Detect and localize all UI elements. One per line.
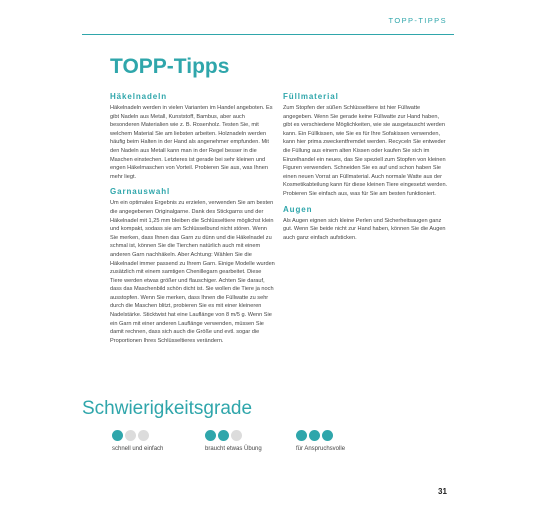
difficulty-label: schnell und einfach (112, 446, 164, 452)
running-header-label: TOPP-TIPPS (388, 16, 447, 25)
difficulty-dot-filled (112, 430, 123, 441)
difficulty-level-hard (296, 430, 345, 452)
difficulty-dots (205, 430, 262, 442)
page-title: TOPP-Tipps (110, 55, 230, 78)
section-text-fuellmaterial: Zum Stopfen der süßen Schlüsseltiere ist hier Füllwatte angegeben. Wenn Sie gerade keine Füllwatte zur Hand haben, gibt es verschiedene Möglichkeiten, wie sie ausgetauscht werden kann. Ein Füllkissen, wie Sie es für Ihre Sofakissen verwenden, kann hier prima zweckentfremdet werden. Recyceln Sie entweder die Füllung aus einem alten Kissen oder kaufen Sie sich im Einzelhandel ein neues, das Sie speziell zum Stopfen von kleinen Figuren verwenden. Schneiden Sie es auf und schon haben Sie einen neuen Vorrat an Füllmaterial. Auch normale Watte aus der Kosmetikabteilung kann für diese kleinen Tiere eingesetzt werden. Probieren Sie einfach aus, was für Sie am besten funktioniert. (283, 105, 448, 197)
text-column-right (283, 92, 448, 248)
difficulty-dot-filled (205, 430, 216, 441)
section-heading-augen: Augen (283, 204, 313, 214)
section-text-garnauswahl: Um ein optimales Ergebnis zu erzielen, verwenden Sie am besten die angegebenen Originalgarne. Dank des Stickgarns und der Häkelnadel mit 1,25 mm bleiben die Schlüsseltiere möglichst klein und kompakt, sodass sie am Schlüsselbund nicht stören. Wenn Sie merken, dass Ihnen das Garn zu dünn und die Häkelnadel zu schmal ist, können Sie die Tierchen natürlich auch mit einem anderen Garn nachhäkeln. Aber Achtung: Wählen Sie die Häkelnadel immer passend zu Ihrem Garn. Einige Modelle wurden zusätzlich mit einem samtigen Chenillegarn gearbeitet. Diese Tiere werden etwas größer und flauschiger. Achten Sie darauf, dass das Maschenbild schön dicht ist. Sie wollen die Tiere ja noch ausstopfen. Wenn Sie merken, dass Ihnen die Füllwatte zu sehr durch die Maschen blitzt, probieren Sie es mit einer kleineren Nadelstärke. Sticktwist hat eine Lauflänge von 8 m/5 g. Wenn Sie ein Garn mit einer anderen Lauflänge verwenden, müssen Sie damit rechnen, dass sich auch die Größe und evtl. sogar die Proportionen Ihres Schlüsseltieres verändern. (110, 200, 275, 344)
header-divider (82, 34, 454, 35)
section-heading-fuellmaterial: Füllmaterial (283, 92, 339, 101)
page-number: 31 (438, 487, 447, 496)
section-heading-garnauswahl: Garnauswahl (110, 187, 171, 197)
difficulty-label: für Anspruchsvolle (296, 446, 346, 452)
difficulty-dot-empty (231, 430, 242, 441)
section-heading-haekelnadeln: Häkelnadeln (110, 92, 168, 101)
difficulty-dot-filled (309, 430, 320, 441)
difficulty-label: braucht etwas Übung (205, 446, 262, 452)
section-text-haekelnadeln: Häkelnadeln werden in vielen Varianten im Handel angeboten. Es gibt Nadeln aus Metall, Kunststoff, Bambus, aber auch besonderen Materialien wie z. B. Rosenholz. Testen Sie, mit welchem Material Sie am liebsten arbeiten. Holznadeln werden häufig beim Halten in der Hand als angenehmer empfunden. Mit den Nadeln aus Metall kann man in der Regel besser in die Maschen einstechen. Letzteres ist gerade bei sehr kleinen und engen Häkelmaschen von Vorteil. Probieren Sie aus, was Ihnen mehr liegt. (110, 105, 273, 180)
difficulty-level-medium (205, 430, 262, 452)
difficulty-level-easy (112, 430, 163, 452)
difficulty-dot-filled (218, 430, 229, 441)
difficulty-title: Schwierigkeitsgrade (82, 398, 253, 419)
difficulty-dots (296, 430, 345, 442)
section-text-augen: Als Augen eignen sich kleine Perlen und Sicherheitsaugen ganz gut. Wenn Sie beide nicht zur Hand haben, können Sie die Augen auch ganz einfach aufsticken. (283, 217, 446, 241)
difficulty-dots (112, 430, 163, 442)
difficulty-dot-filled (296, 430, 307, 441)
difficulty-dot-filled (322, 430, 333, 441)
text-column-left (110, 92, 275, 351)
difficulty-dot-empty (125, 430, 136, 441)
difficulty-dot-empty (138, 430, 149, 441)
